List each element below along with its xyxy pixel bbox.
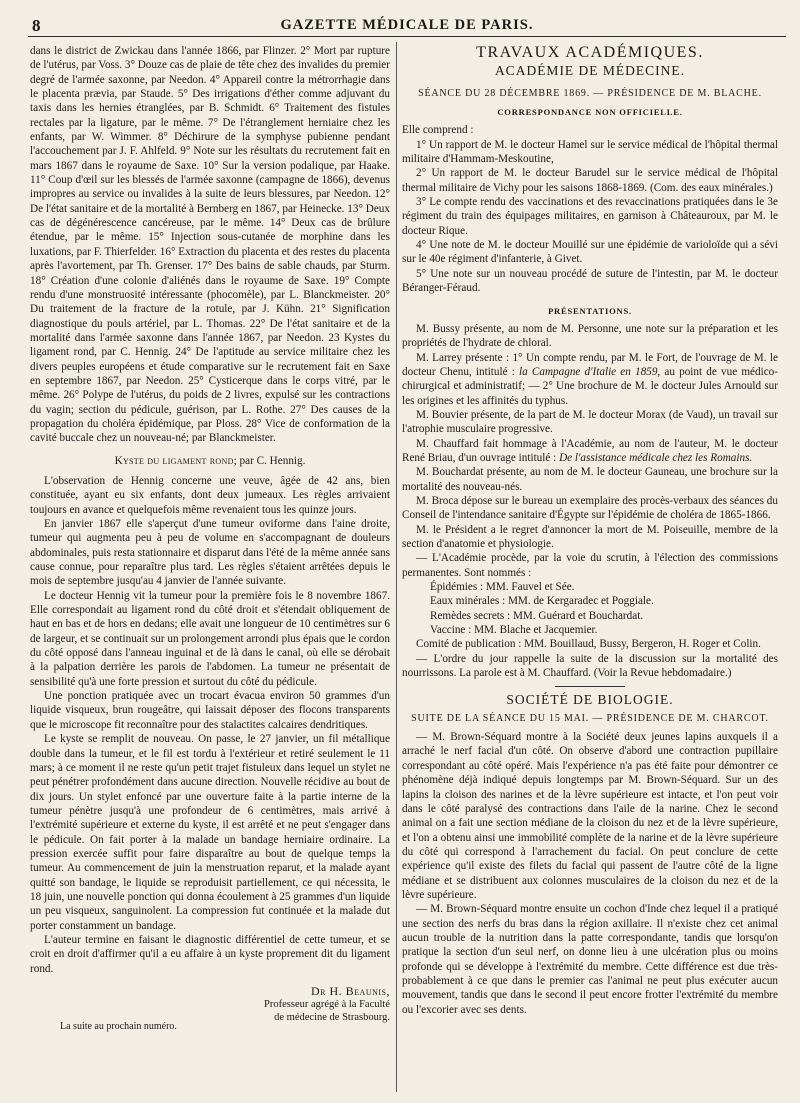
session-line: SÉANCE DU 28 DÉCEMBRE 1869. — PRÉSIDENCE DE M. BLACHE.	[418, 87, 762, 99]
correspondence-item: 3° Le compte rendu des vaccinations et des revaccinations pratiquées dans le 3e régiment du train des équipages militaires, en garnison à Châteauroux, par M. le docteur Rique.	[402, 196, 778, 237]
article-paragraph: L'auteur termine en faisant le diagnostic différentiel de cette tumeur, et se croit en droit d'affirmer qu'il a eu affaire à un kyste proprement dit du ligament rond.	[30, 933, 390, 975]
presentation-chauffard: M. Chauffard fait hommage à l'Académie, au nom de l'auteur, M. le docteur René Briau, d'un ouvrage intitulé : De l'assistance médicale chez les Romains.	[402, 437, 778, 464]
column-divider	[396, 42, 397, 1092]
journal-title: GAZETTE MÉDICALE DE PARIS.	[280, 17, 534, 33]
correspondence-item: 4° Une note de M. le docteur Mouillé sur une épidémie de varioloïde qui a sévi sur le 40e régiment d'infanterie, à Givet.	[402, 239, 778, 266]
article-paragraph: L'observation de Hennig concerne une veuve, âgée de 42 ans, bien constituée, ayant eu six enfants, dont deux jumeaux. Les règles arrivaient toujours en avance et quelquefois même revenaient tous les quinze jours.	[30, 474, 390, 516]
commission-item: Eaux minérales : MM. de Kergaradec et Poggiale.	[430, 595, 654, 608]
continuation-note: La suite au prochain numéro.	[60, 1021, 177, 1033]
article-paragraph: Le docteur Hennig vit la tumeur pour la première fois le 8 novembre 1867. Elle correspondait au ligament rond du côté droit et s'étendait obliquement de haut en bas et de hors en dedans; elle avait une longueur de 10 centimètres sur 6 de largeur, et se continuait sur un prolongement arrondi plus épais que le cordon du côté opposé dans l'anneau inguinal et de là dans le canal, où elle se dérobait à la palpation derrière les parois de l'abdomen. La tumeur ne présentait de sensibilité qu'à une forte pression et surtout du côté du pédicule.	[30, 589, 390, 688]
biology-paragraph: — M. Brown-Séquard montre ensuite un cochon d'Inde chez lequel il a pratiqué une section des nerfs du bras dans la région axillaire. Il n'existe chez cet animal aucun trouble de la nutrition dans la patte correspondante, tandis que lorsqu'on pratique la section d'un seul nerf, on donne lieu à une ulcération plus ou moins profonde qui se développe à l'extrémité du membre. Cette différence est due très-probablement à ce que dans le premier cas l'animal ne peut plus exécuter aucun mouvement, tandis que dans le second il peut encore frotter l'extrémité du membre ou l'excorier avec ses dents.	[402, 903, 778, 1016]
society-session-line: SUITE DE LA SÉANCE DU 15 MAI. — PRÉSIDENCE DE M. CHARCOT.	[411, 712, 769, 724]
commission-item: Épidémies : MM. Fauvel et Sée.	[430, 581, 575, 594]
article-paragraph: En janvier 1867 elle s'aperçut d'une tumeur oviforme dans l'aine droite, tumeur qui augmenta peu à peu de volume en s'accompagnant de douleurs abdominales, puis resta stationnaire et disparut dans l'été de la même année sans cause connue, pour reparaître plus tard. Les règles s'étaient arrêtées depuis le mois de septembre jusqu'au 4 janvier de l'année suivante.	[30, 518, 390, 588]
article-paragraph: Le kyste se remplit de nouveau. On passe, le 27 janvier, un fil métallique double dans la tumeur, et le fil est tordu à l'extérieur et retiré seulement le 11 mars; à ce moment il ne reste qu'un petit trajet fistuleux dans lequel un stylet ne peut pénétrer profondément dans aucune direction. Nouvelle récidive au bout de dix jours. Un stylet enfoncé par une ouverture faite à la partie interne de la tumeur pénètre jusqu'à une profondeur de 6 centimètres, mais arrivé à l'extrémité supérieure et externe du kyste, il est arrêté et ne peut s'engager dans le pédicule. On fait porter à la malade un bandage herniaire ordinaire. La pression exercée suffit pour faire disparaître au bout de quelque temps la tumeur. Au commencement de juin la menstruation reparut, et la malade ayant quitté son bandage, le liquide se reproduisit partiellement, ce qui nécessita, le 18 juin, une nouvelle ponction qui donna écoulement à 25 grammes d'un liquide un peu visqueux, sanguinolent. La compression fut continuée et la malade dut porter constamment un bandage.	[30, 733, 390, 932]
correspondence-item: 1° Un rapport de M. le docteur Hamel sur le service médical de l'hôpital thermal militaire d'Hammam-Meskoutine,	[402, 138, 778, 166]
bibliography-paragraph: dans le district de Zwickau dans l'année 1866, par Flinzer. 2° Mort par rupture de l'utérus, par Voss. 3° Douze cas de plaie de tête chez des invalides du premier degré de l'armée saxonne, par Needon. 4° Appareil contre la métrorrhagie dans le placenta prævia, par Staude. 5° Des irrigations d'éther comme adjuvant du taxis dans les hernies étranglées, par B. Schmidt. 6° Traitement des fistules rectales par la ligature, par le même. 7° De l'étranglement herniaire chez les enfants, par W. Wimmer. 8° Déchirure de la symphyse pubienne pendant l'accouchement par J. F. Ahlfeld. 9° Note sur les résultats du recrutement fait en mars 1867 dans le royaume de Saxe. 10° Sur la version podalique, par Haake. 11° Coup d'œil sur les blessés de l'armée saxonne (campagne de 1866), devenus impropres au service ou invalides à la suite de leurs blessures, par Needon. 12° De l'état sanitaire et de la mortalité à Bernberg en 1867, par Heinecke. 13° Deux cas de dégénérescence cancéreuse, par le même. 14° Deux cas de brûlure étendue, par le même. 15° Injection sous-cutanée de morphine dans les luxations, par F. Thierfelder. 16° Extraction du placenta et des restes du placenta après l'avortement, par Th. Grenser. 17° Des bains de sable chauds, par Sturm. 18° Création d'une colonie d'aliénés dans le royaume de Saxe. 19° Compte rendu d'une monstruosité intéressante (phocomèle), par L. Blanckmeister. 20° Du traitement de la fracture de la rotule, par J. Kühn. 21° Signification diagnostique du pouls artériel, par L. Thomas. 22° De l'état sanitaire et de la mortalité dans l'armée saxonne dans l'année 1867, par Needon. 23 Kystes du ligament rond, par C. Hennig. 24° De l'aptitude au service militaire chez les divers peuples européens et étude comparative sur le recrutement fait en Saxe en septembre 1867, par Needon. 25° Cysticerque dans le corps vitré, par le même. 26° Polype de l'utérus, du poids de 2 livres, expulsé sur les contractions du vagin; section du pédicule, guérison, par L. Rothe. 27° Des causes de la propagation du choléra épidémique, par Ploss. 28° Vice de conformation de la cavité buccale chez un nouveau-né; par Blanckmeister.	[30, 45, 390, 445]
election-paragraph: — L'Académie procède, par la voie du scrutin, à l'élection des commissions permanentes. Sont nommés :	[402, 552, 778, 579]
section-divider	[555, 686, 625, 687]
page-number: 8	[32, 16, 41, 35]
academy-heading: ACADÉMIE DE MÉDECINE.	[494, 63, 686, 79]
presentation-bouchardat: M. Bouchardat présente, au nom de M. le docteur Gauneau, une brochure sur la mortalité des nouveau-nés.	[402, 466, 778, 493]
author-name: Dr H. Beaunis,	[310, 984, 390, 998]
commission-item: Remèdes secrets : MM. Guérard et Bouchardat.	[430, 609, 644, 622]
article-title: Kyste du ligament rond; par C. Hennig.	[114, 454, 306, 467]
elle-comprend: Elle comprend :	[402, 124, 474, 137]
author-affiliation: de médecine de Strasbourg.	[274, 1012, 390, 1024]
president-announcement: M. le Président a le regret d'annoncer la mort de M. Poiseuille, membre de la section d'anatomie et physiologie.	[402, 523, 778, 550]
presentation-bouvier: M. Bouvier présente, de la part de M. le docteur Morax (de Vaud), un travail sur l'atrophie musculaire progressive.	[402, 408, 778, 436]
presentation-broca: M. Broca dépose sur le bureau un exemplaire des procès-verbaux des séances du Conseil de l'intendance sanitaire d'Égypte sur l'épidémie de choléra de 1865-1866.	[402, 494, 778, 522]
publication-committee: Comité de publication : MM. Bouillaud, Bussy, Bergeron, H. Roger et Colin.	[416, 638, 761, 651]
correspondence-item: 5° Une note sur un nouveau procédé de suture de l'intestin, par M. le docteur Béranger-Féraud.	[402, 267, 778, 295]
author-role: Professeur agrégé à la Faculté	[264, 999, 390, 1011]
presentation-bussy: M. Bussy présente, au nom de M. Personne, une note sur la préparation et les propriétés de l'hydrate de chloral.	[402, 322, 778, 350]
section-title: TRAVAUX ACADÉMIQUES.	[476, 44, 704, 61]
correspondence-heading: CORRESPONDANCE NON OFFICIELLE.	[497, 107, 683, 118]
right-column	[402, 44, 778, 1017]
biology-paragraph: — M. Brown-Séquard montre à la Société deux jeunes lapins auxquels il a arraché le nerf facial d'un côté. On observe d'abord une contraction pupillaire correspondant au côté opéré. Mais l'expérience n'a pas été faite pour démontrer ce phénomène déjà indiqué depuis longtemps par M. Brown-Séquard. Sur un des lapins la cloison des narines et de la lèvre supérieure est intacte, et l'on peut voir dans le côté paralysé des contractions dans l'aile de la narine. Chez le second animal on a fait une section médiane de la cloison du nez et de la lèvre supérieure, et l'on a obtenu ainsi une immobilité complète de la narine et de la lèvre supérieure du côté qui correspond à l'arrachement du facial. On peut conclure de cette expérience qu'il existe des filets du facial qui passent de l'autre côté de la ligne médiane et se distribuent aux colonnes musculaires de la cloison du nez et de la lèvre supérieure.	[402, 731, 778, 901]
presentation-larrey: M. Larrey présente : 1° Un compte rendu, par M. le Fort, de l'ouvrage de M. le docteur Chenu, intitulé : la Campagne d'Italie en 1859, au point de vue médico-chirurgical et administratif; — 2° Une brochure de M. le docteur Jules Arnould sur les origines et les affinités du typhus.	[402, 351, 778, 407]
left-column	[30, 44, 390, 1035]
presentations-heading: PRÉSENTATIONS.	[548, 305, 632, 316]
author-signature	[30, 984, 390, 1024]
page-header	[28, 14, 786, 37]
order-of-day: — L'ordre du jour rappelle la suite de la discussion sur la mortalité des nourrissons. La parole est à M. Chauffard. (Voir la Revue hebdomadaire.)	[402, 652, 778, 680]
society-heading: SOCIÉTÉ DE BIOLOGIE.	[506, 692, 674, 708]
commission-item: Vaccine : MM. Blache et Jacquemier.	[430, 624, 598, 637]
article-paragraph: Une ponction pratiquée avec un trocart évacua environ 50 grammes d'un liquide visqueux, brun rougeâtre, qui laissait déposer des flocons transparents que le microscope fit reconnaître pour des stalactites calcaires dendritiques.	[30, 690, 390, 731]
correspondence-item: 2° Un rapport de M. le docteur Barudel sur le service médical de l'hôpital thermal militaire de Vichy pour les saisons 1868-1869. (Com. des eaux minérales.)	[402, 167, 778, 194]
